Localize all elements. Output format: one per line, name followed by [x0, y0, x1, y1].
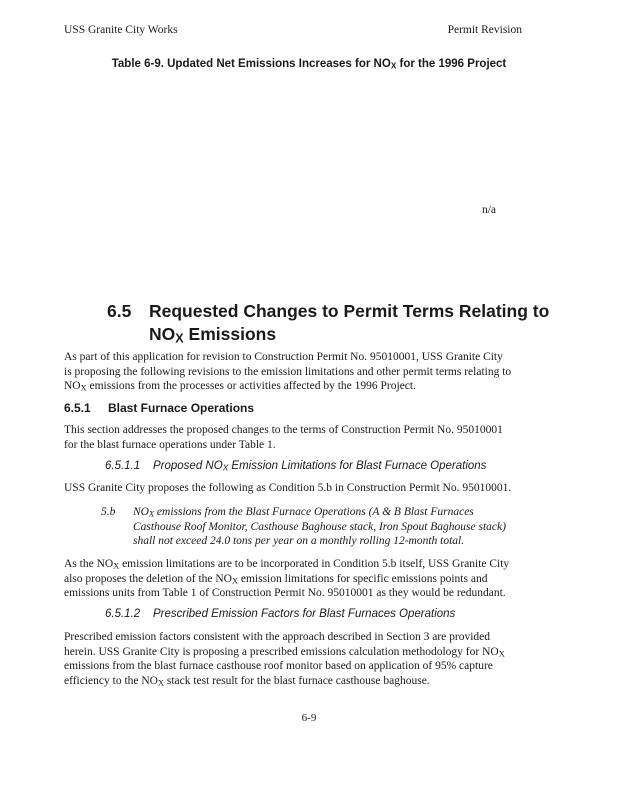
subsubsection-1-after-paragraph: As the $NO_X$ emission limitations are to be incorporated in Condition 5.b itself, USS Granite City also proposes the deletion of the $NO_X$ emission limitations for specific emissions points and emissions units from Table 1 of Construction Permit No. 95010001 as they would be redundant.: [64, 558, 510, 599]
subsubsection-heading-1: 6.5.1.1 Proposed $NO_X$ Emission Limitations for Blast Furnace Operations: [105, 460, 487, 473]
condition-label: 5.b: [101, 506, 116, 518]
section-number: 6.5: [107, 301, 132, 321]
condition-text: $NO_X$ emissions from the Blast Furnace Operations (A & B Blast Furnaces Casthouse Roof Monitor, Casthouse Baghouse stack, Iron Spout Baghouse stack) shall not exceed 24.0 tons per year on a monthly rolling 12-month total.: [133, 506, 506, 547]
subsubsection-1-paragraph: USS Granite City proposes the following as Condition 5.b in Construction Permit No. 95010001.: [64, 482, 512, 494]
header-right: Permit Revision: [447, 24, 522, 36]
subsubsection-heading-2: 6.5.1.2 Prescribed Emission Factors for Blast Furnaces Operations: [105, 608, 456, 620]
subsection-heading: 6.5.1 Blast Furnace Operations: [64, 401, 255, 415]
subsubsection-2-paragraph: Prescribed emission factors consistent with the approach described in Section 3 are provided herein. USS Granite City is proposing a prescribed emissions calculation methodology for $NO_X$ emissions from the blast furnace casthouse roof monitor based on application of 95% capture efficiency to the $NO_X$ stack test result for the blast furnace casthouse baghouse.: [64, 631, 505, 688]
table-cell-value: n/a: [481, 204, 496, 216]
table-title: Table 6-9. Updated Net Emissions Increases for $NO_X$ for the 1996 Project: [111, 58, 507, 71]
section-heading: 6.5 Requested Changes to Permit Terms Relating to $NO_X$ Emissions: [107, 301, 550, 346]
section-intro-paragraph: As part of this application for revision to Construction Permit No. 95010001, USS Granite City is proposing the following revisions to the emission limitations and other permit terms relating to $NO_X$ emissions from the processes or activities affected by the 1996 Project.: [64, 351, 512, 393]
page-number: 6-9: [301, 712, 317, 724]
subsection-paragraph: This section addresses the proposed changes to the terms of Construction Permit No. 95010001 for the blast furnace operations under Table 1.: [64, 424, 503, 451]
header-left: USS Granite City Works: [64, 24, 178, 36]
